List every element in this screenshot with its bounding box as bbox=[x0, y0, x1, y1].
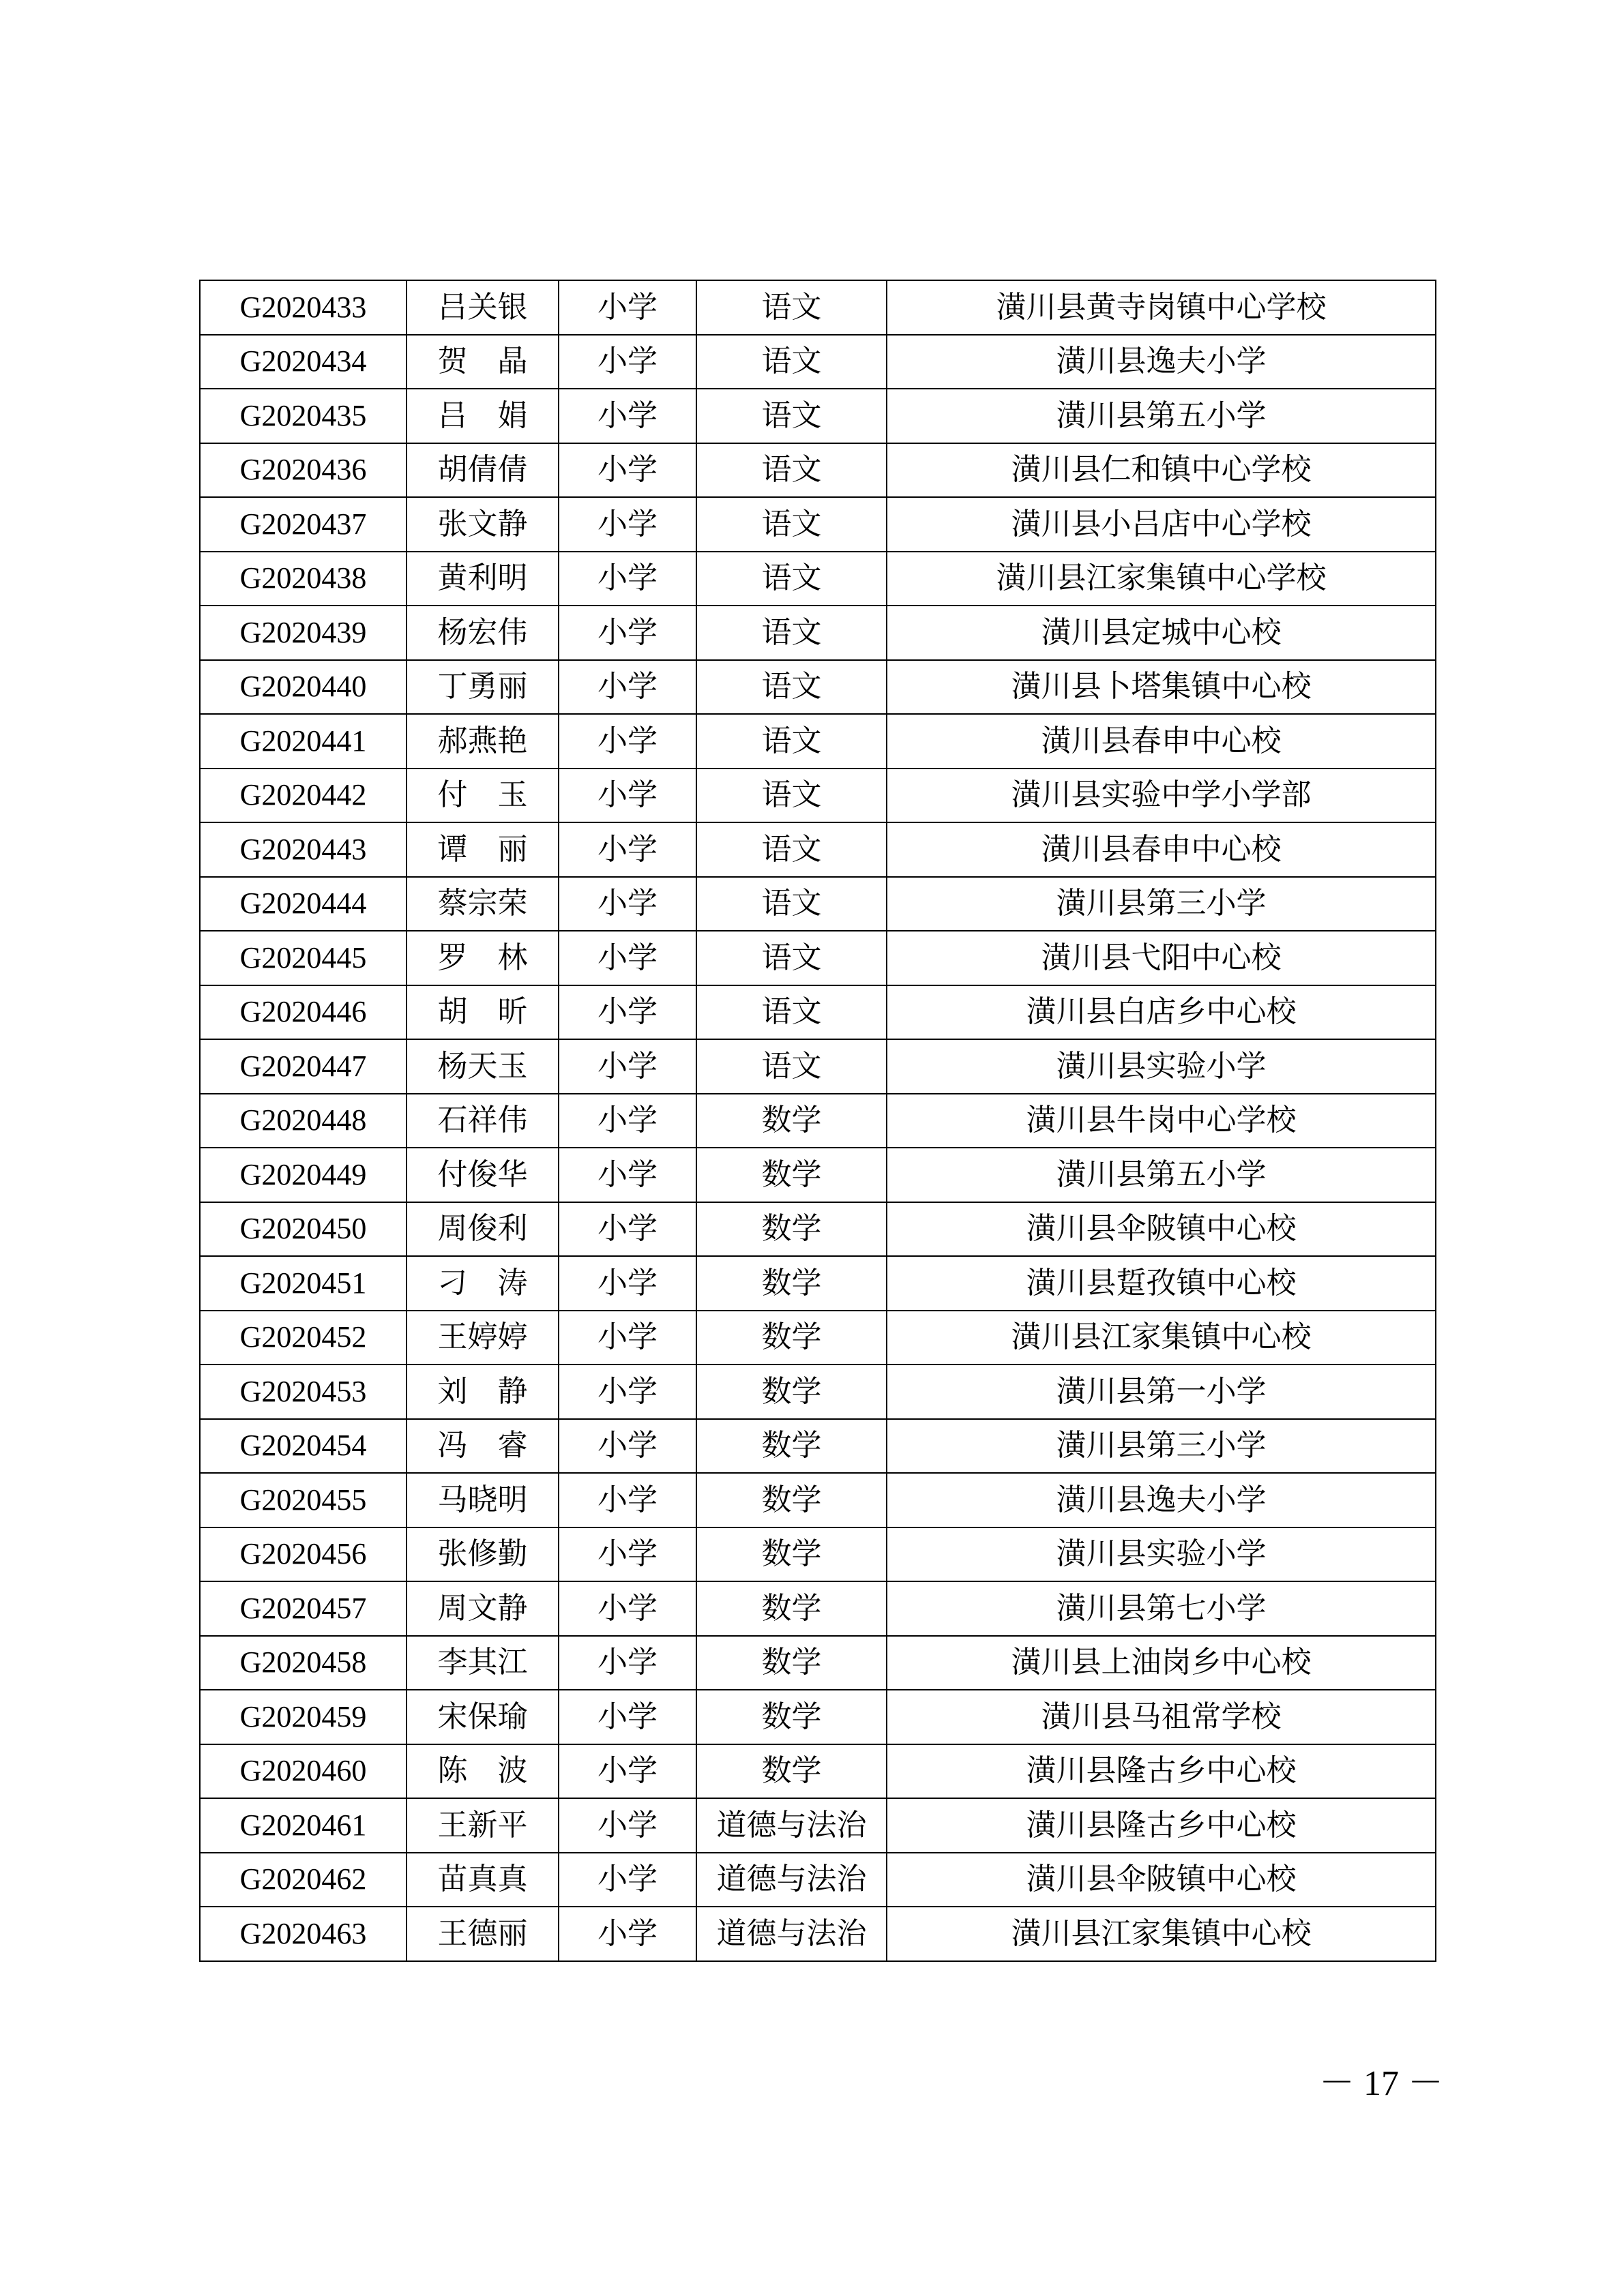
name-cell: 周文静 bbox=[407, 1581, 559, 1636]
id-cell: G2020447 bbox=[200, 1039, 407, 1094]
school-level-cell: 小学 bbox=[559, 389, 696, 443]
school-level-cell: 小学 bbox=[559, 1148, 696, 1202]
school-level-cell: 小学 bbox=[559, 1256, 696, 1311]
school-level-cell: 小学 bbox=[559, 1853, 696, 1907]
id-cell: G2020442 bbox=[200, 769, 407, 823]
id-cell: G2020455 bbox=[200, 1473, 407, 1527]
table-row bbox=[200, 1744, 1436, 1799]
name-cell: 周俊利 bbox=[407, 1202, 559, 1257]
table-row bbox=[200, 1636, 1436, 1690]
school-level-cell: 小学 bbox=[559, 606, 696, 660]
subject-cell: 数学 bbox=[696, 1311, 887, 1365]
subject-cell: 语文 bbox=[696, 985, 887, 1040]
table-row bbox=[200, 877, 1436, 931]
id-cell: G2020461 bbox=[200, 1798, 407, 1853]
table-row bbox=[200, 1311, 1436, 1365]
name-cell: 贺 晶 bbox=[407, 335, 559, 389]
name-cell: 张修勤 bbox=[407, 1527, 559, 1582]
school-level-cell: 小学 bbox=[559, 1039, 696, 1094]
subject-cell: 语文 bbox=[696, 606, 887, 660]
school-level-cell: 小学 bbox=[559, 1690, 696, 1744]
school-level-cell: 小学 bbox=[559, 1473, 696, 1527]
id-cell: G2020460 bbox=[200, 1744, 407, 1799]
subject-cell: 语文 bbox=[696, 877, 887, 931]
subject-cell: 语文 bbox=[696, 769, 887, 823]
table-row bbox=[200, 1907, 1436, 1961]
school-level-cell: 小学 bbox=[559, 1419, 696, 1474]
school-cell: 潢川县春申中心校 bbox=[887, 822, 1436, 877]
name-cell: 刁 涛 bbox=[407, 1256, 559, 1311]
table-row bbox=[200, 1039, 1436, 1094]
id-cell: G2020448 bbox=[200, 1094, 407, 1148]
subject-cell: 语文 bbox=[696, 389, 887, 443]
table-row bbox=[200, 1527, 1436, 1582]
subject-cell: 数学 bbox=[696, 1581, 887, 1636]
school-cell: 潢川县第五小学 bbox=[887, 1148, 1436, 1202]
id-cell: G2020449 bbox=[200, 1148, 407, 1202]
school-cell: 潢川县小吕店中心学校 bbox=[887, 497, 1436, 552]
id-cell: G2020454 bbox=[200, 1419, 407, 1474]
name-cell: 冯 睿 bbox=[407, 1419, 559, 1474]
school-cell: 潢川县实验小学 bbox=[887, 1039, 1436, 1094]
subject-cell: 数学 bbox=[696, 1527, 887, 1582]
id-cell: G2020446 bbox=[200, 985, 407, 1040]
name-cell: 丁勇丽 bbox=[407, 660, 559, 715]
school-cell: 潢川县牛岗中心学校 bbox=[887, 1094, 1436, 1148]
name-cell: 杨天玉 bbox=[407, 1039, 559, 1094]
name-cell: 吕 娟 bbox=[407, 389, 559, 443]
table-row bbox=[200, 389, 1436, 443]
name-cell: 宋保瑜 bbox=[407, 1690, 559, 1744]
subject-cell: 语文 bbox=[696, 660, 887, 715]
id-cell: G2020433 bbox=[200, 280, 407, 335]
table-row bbox=[200, 822, 1436, 877]
subject-cell: 语文 bbox=[696, 497, 887, 552]
id-cell: G2020438 bbox=[200, 552, 407, 606]
name-cell: 石祥伟 bbox=[407, 1094, 559, 1148]
id-cell: G2020440 bbox=[200, 660, 407, 715]
table-row bbox=[200, 1853, 1436, 1907]
table-row bbox=[200, 497, 1436, 552]
name-cell: 郝燕艳 bbox=[407, 714, 559, 769]
table-row bbox=[200, 335, 1436, 389]
school-level-cell: 小学 bbox=[559, 1581, 696, 1636]
name-cell: 马晓明 bbox=[407, 1473, 559, 1527]
school-level-cell: 小学 bbox=[559, 1744, 696, 1799]
table-row bbox=[200, 280, 1436, 335]
table-row bbox=[200, 769, 1436, 823]
table-row bbox=[200, 1148, 1436, 1202]
table-row bbox=[200, 714, 1436, 769]
name-cell: 刘 静 bbox=[407, 1365, 559, 1419]
name-cell: 王新平 bbox=[407, 1798, 559, 1853]
school-cell: 潢川县上油岗乡中心校 bbox=[887, 1636, 1436, 1690]
school-level-cell: 小学 bbox=[559, 877, 696, 931]
id-cell: G2020452 bbox=[200, 1311, 407, 1365]
school-cell: 潢川县江家集镇中心校 bbox=[887, 1907, 1436, 1961]
name-cell: 吕关银 bbox=[407, 280, 559, 335]
table-row bbox=[200, 552, 1436, 606]
id-cell: G2020453 bbox=[200, 1365, 407, 1419]
school-level-cell: 小学 bbox=[559, 335, 696, 389]
table-row bbox=[200, 1094, 1436, 1148]
school-level-cell: 小学 bbox=[559, 552, 696, 606]
subject-cell: 语文 bbox=[696, 714, 887, 769]
school-level-cell: 小学 bbox=[559, 280, 696, 335]
school-cell: 潢川县定城中心校 bbox=[887, 606, 1436, 660]
subject-cell: 语文 bbox=[696, 931, 887, 985]
name-cell: 谭 丽 bbox=[407, 822, 559, 877]
name-cell: 付俊华 bbox=[407, 1148, 559, 1202]
table-row bbox=[200, 1256, 1436, 1311]
id-cell: G2020462 bbox=[200, 1853, 407, 1907]
school-cell: 潢川县第三小学 bbox=[887, 1419, 1436, 1474]
subject-cell: 语文 bbox=[696, 443, 887, 498]
table-row bbox=[200, 1473, 1436, 1527]
school-cell: 潢川县逸夫小学 bbox=[887, 1473, 1436, 1527]
school-level-cell: 小学 bbox=[559, 1907, 696, 1961]
page-number: － 17 － bbox=[1318, 2064, 1443, 2103]
id-cell: G2020441 bbox=[200, 714, 407, 769]
table-row bbox=[200, 1365, 1436, 1419]
table-row bbox=[200, 606, 1436, 660]
id-cell: G2020436 bbox=[200, 443, 407, 498]
school-level-cell: 小学 bbox=[559, 1202, 696, 1257]
school-cell: 潢川县弋阳中心校 bbox=[887, 931, 1436, 985]
school-cell: 潢川县第三小学 bbox=[887, 877, 1436, 931]
school-cell: 潢川县白店乡中心校 bbox=[887, 985, 1436, 1040]
subject-cell: 数学 bbox=[696, 1690, 887, 1744]
school-cell: 潢川县黄寺岗镇中心学校 bbox=[887, 280, 1436, 335]
name-cell: 胡 昕 bbox=[407, 985, 559, 1040]
subject-cell: 语文 bbox=[696, 552, 887, 606]
subject-cell: 数学 bbox=[696, 1202, 887, 1257]
id-cell: G2020445 bbox=[200, 931, 407, 985]
subject-cell: 数学 bbox=[696, 1473, 887, 1527]
name-cell: 蔡宗荣 bbox=[407, 877, 559, 931]
table-row bbox=[200, 1419, 1436, 1474]
school-cell: 潢川县仁和镇中心学校 bbox=[887, 443, 1436, 498]
roster-table-body bbox=[200, 280, 1436, 1961]
table-row bbox=[200, 443, 1436, 498]
school-level-cell: 小学 bbox=[559, 769, 696, 823]
school-level-cell: 小学 bbox=[559, 1365, 696, 1419]
school-level-cell: 小学 bbox=[559, 1527, 696, 1582]
name-cell: 黄利明 bbox=[407, 552, 559, 606]
name-cell: 王婷婷 bbox=[407, 1311, 559, 1365]
school-cell: 潢川县江家集镇中心校 bbox=[887, 1311, 1436, 1365]
id-cell: G2020463 bbox=[200, 1907, 407, 1961]
id-cell: G2020457 bbox=[200, 1581, 407, 1636]
subject-cell: 数学 bbox=[696, 1744, 887, 1799]
subject-cell: 数学 bbox=[696, 1365, 887, 1419]
school-cell: 潢川县第七小学 bbox=[887, 1581, 1436, 1636]
school-level-cell: 小学 bbox=[559, 1636, 696, 1690]
school-level-cell: 小学 bbox=[559, 714, 696, 769]
school-level-cell: 小学 bbox=[559, 931, 696, 985]
name-cell: 张文静 bbox=[407, 497, 559, 552]
id-cell: G2020439 bbox=[200, 606, 407, 660]
id-cell: G2020450 bbox=[200, 1202, 407, 1257]
subject-cell: 语文 bbox=[696, 280, 887, 335]
school-cell: 潢川县实验小学 bbox=[887, 1527, 1436, 1582]
school-cell: 潢川县第一小学 bbox=[887, 1365, 1436, 1419]
school-cell: 潢川县江家集镇中心学校 bbox=[887, 552, 1436, 606]
subject-cell: 语文 bbox=[696, 822, 887, 877]
subject-cell: 语文 bbox=[696, 335, 887, 389]
subject-cell: 道德与法治 bbox=[696, 1907, 887, 1961]
name-cell: 陈 波 bbox=[407, 1744, 559, 1799]
school-cell: 潢川县伞陂镇中心校 bbox=[887, 1202, 1436, 1257]
school-level-cell: 小学 bbox=[559, 1798, 696, 1853]
school-cell: 潢川县马祖常学校 bbox=[887, 1690, 1436, 1744]
school-cell: 潢川县隆古乡中心校 bbox=[887, 1798, 1436, 1853]
school-cell: 潢川县隆古乡中心校 bbox=[887, 1744, 1436, 1799]
school-level-cell: 小学 bbox=[559, 1094, 696, 1148]
school-cell: 潢川县踅孜镇中心校 bbox=[887, 1256, 1436, 1311]
name-cell: 王德丽 bbox=[407, 1907, 559, 1961]
id-cell: G2020451 bbox=[200, 1256, 407, 1311]
school-cell: 潢川县春申中心校 bbox=[887, 714, 1436, 769]
subject-cell: 数学 bbox=[696, 1419, 887, 1474]
school-level-cell: 小学 bbox=[559, 660, 696, 715]
school-level-cell: 小学 bbox=[559, 822, 696, 877]
id-cell: G2020456 bbox=[200, 1527, 407, 1582]
name-cell: 胡倩倩 bbox=[407, 443, 559, 498]
id-cell: G2020443 bbox=[200, 822, 407, 877]
name-cell: 付 玉 bbox=[407, 769, 559, 823]
table-row bbox=[200, 1690, 1436, 1744]
school-cell: 潢川县逸夫小学 bbox=[887, 335, 1436, 389]
school-level-cell: 小学 bbox=[559, 497, 696, 552]
name-cell: 罗 林 bbox=[407, 931, 559, 985]
subject-cell: 数学 bbox=[696, 1148, 887, 1202]
id-cell: G2020435 bbox=[200, 389, 407, 443]
id-cell: G2020459 bbox=[200, 1690, 407, 1744]
school-level-cell: 小学 bbox=[559, 1311, 696, 1365]
subject-cell: 语文 bbox=[696, 1039, 887, 1094]
table-row bbox=[200, 1581, 1436, 1636]
school-level-cell: 小学 bbox=[559, 443, 696, 498]
name-cell: 李其江 bbox=[407, 1636, 559, 1690]
table-row bbox=[200, 660, 1436, 715]
subject-cell: 数学 bbox=[696, 1094, 887, 1148]
table-row bbox=[200, 931, 1436, 985]
subject-cell: 数学 bbox=[696, 1636, 887, 1690]
subject-cell: 道德与法治 bbox=[696, 1853, 887, 1907]
school-level-cell: 小学 bbox=[559, 985, 696, 1040]
id-cell: G2020434 bbox=[200, 335, 407, 389]
table-row bbox=[200, 985, 1436, 1040]
name-cell: 杨宏伟 bbox=[407, 606, 559, 660]
id-cell: G2020437 bbox=[200, 497, 407, 552]
table-row bbox=[200, 1798, 1436, 1853]
school-cell: 潢川县卜塔集镇中心校 bbox=[887, 660, 1436, 715]
roster-table bbox=[199, 280, 1436, 1962]
table-row bbox=[200, 1202, 1436, 1257]
subject-cell: 数学 bbox=[696, 1256, 887, 1311]
id-cell: G2020458 bbox=[200, 1636, 407, 1690]
school-cell: 潢川县伞陂镇中心校 bbox=[887, 1853, 1436, 1907]
id-cell: G2020444 bbox=[200, 877, 407, 931]
subject-cell: 道德与法治 bbox=[696, 1798, 887, 1853]
school-cell: 潢川县第五小学 bbox=[887, 389, 1436, 443]
school-cell: 潢川县实验中学小学部 bbox=[887, 769, 1436, 823]
name-cell: 苗真真 bbox=[407, 1853, 559, 1907]
